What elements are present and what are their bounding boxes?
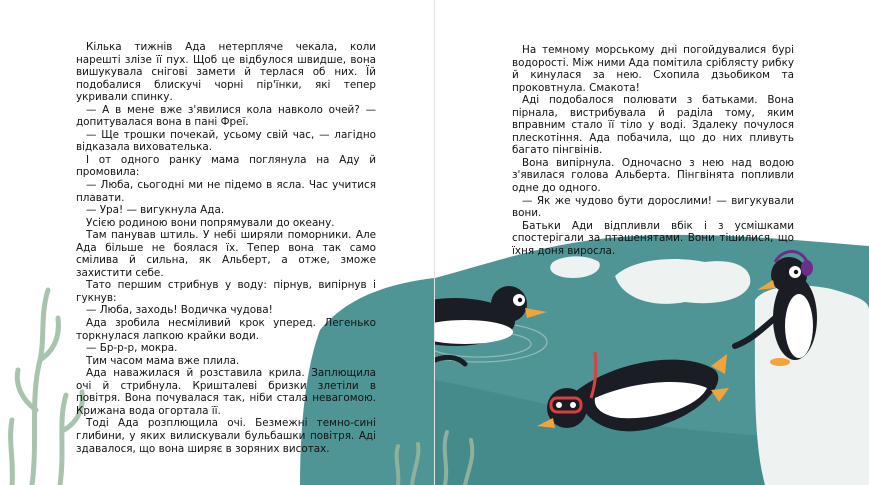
right-page — [435, 0, 869, 485]
paragraph: Ада наважилася й розставила крила. Заплющила очі й стрибнула. Кришталеві бризки злетіли в повітря. Вона почувалася так, ніби стала невагомою. Крижана вода огортала її. — [76, 367, 376, 417]
paragraph: — Ура! — вигукнула Ада. — [86, 204, 225, 217]
right-text — [512, 44, 794, 257]
paragraph: — Бр-р-р, мокра. — [86, 342, 178, 355]
paragraph: На темному морському дні погойдувалися бурі водорості. Між ними Ада помітила сріблясту рибку й кинулася за нею. Схопила дзьобиком та проковтнула. Смакота! — [512, 44, 794, 94]
paragraph: Батьки Ади відпливли вбік і з усмішками спостерігали за пташенятами. Вони тішилися, що їхня доня виросла. — [512, 219, 794, 257]
paragraph: Усією родиною вони попрямували до океану. — [86, 216, 335, 229]
paragraph: Ада зробила несміливий крок уперед. Легенько торкнулася лапкою крайки води. — [76, 317, 376, 342]
paragraph: — Ще трошки почекай, усьому свій час, — лагідно відказала вихователька. — [76, 128, 376, 154]
paragraph: Кілька тижнів Ада нетерпляче чекала, коли нарешті злізе її пух. Щоб це відбулося швидше, вона вишукувала снігові замети й терлася об них. Їй подобалися блискучі чорні пір'їнки, які тепер укривали спинку. — [76, 41, 376, 104]
paragraph: І от одного ранку мама поглянула на Аду й промовила: — [76, 153, 376, 179]
paragraph: — Як же чудово бути дорослими! — вигукували вони. — [512, 194, 794, 220]
left-page — [0, 0, 434, 485]
paragraph: — А в мене вже з'явилися кола навколо очей? — допитувалася вона в пані Фреї. — [76, 103, 376, 129]
paragraph: — Люба, сьогодні ми не підемо в ясла. Час учитися плавати. — [76, 179, 376, 204]
paragraph: Тато першим стрибнув у воду: пірнув, випірнув і гукнув: — [76, 279, 376, 304]
ice-floe — [615, 259, 750, 304]
paragraph: Там панував штиль. У небі ширяли поморники. Але Ада більше не боялася їх. Тепер вона так само сміливa й сильна, як Альберт, а отже, зможе захистити себе. — [76, 229, 376, 279]
paragraph: Тоді Ада розплющила очі. Безмежні темно-сині глибини, у яких вилискували бульбашки повітря. Аді здавалося, що вона ширяє в зоряних висотах. — [76, 417, 376, 455]
paragraph: Аді подобалося полювати з батьками. Вона пірнала, вистрибувала й раділа тому, яким вправним стало її тіло у воді. Здалеку почулося плескотіння. Ада побачила, що до них пливуть багато пінгвінів. — [512, 94, 794, 157]
left-text — [76, 41, 376, 455]
paragraph: Вона випірнула. Одночасно з нею над водою з'явилася голова Альберта. Пінгвінята попливли одне до одного. — [512, 156, 794, 195]
paragraph: — Люба, заходь! Водичка чудова! — [86, 304, 273, 317]
paragraph: Тим часом мама вже плила. — [86, 354, 240, 367]
seaweed-left — [11, 290, 83, 485]
